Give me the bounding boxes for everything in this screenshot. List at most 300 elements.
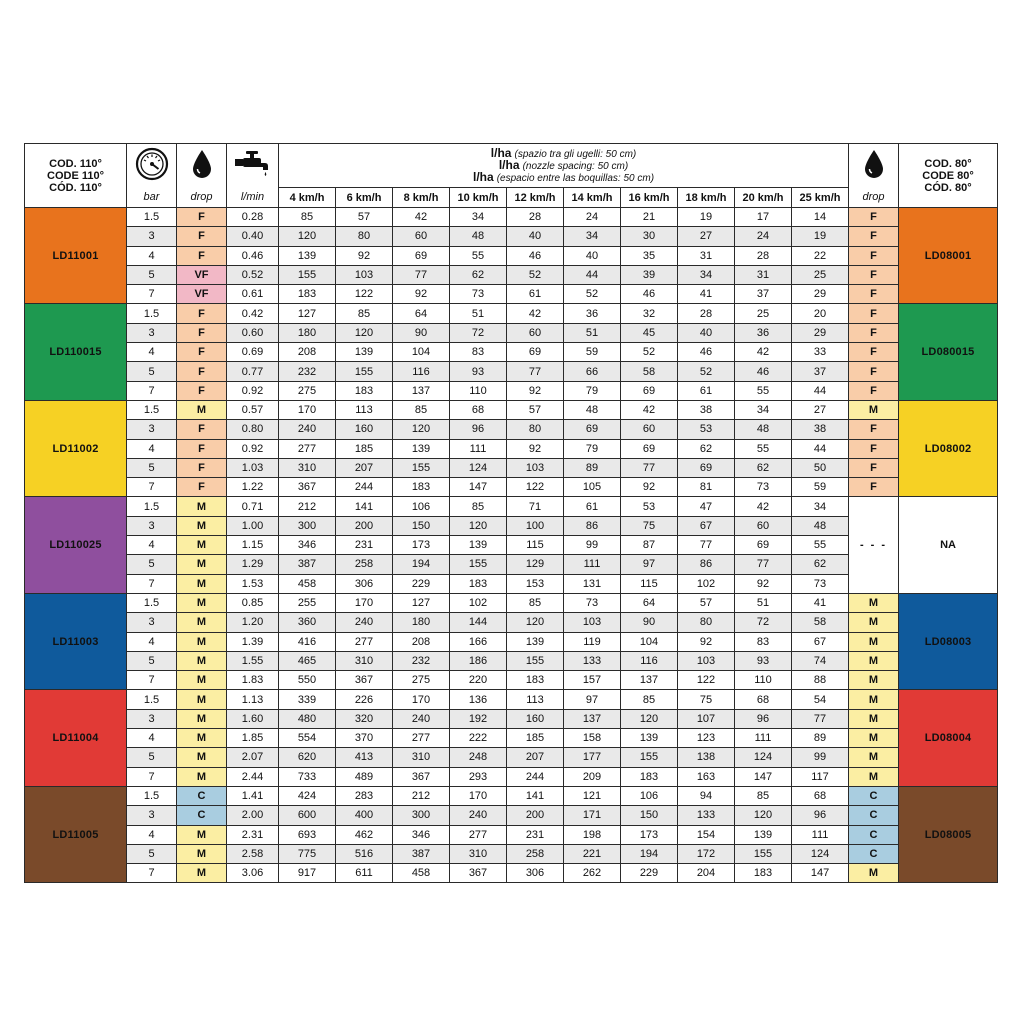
lha-value-cell: 136 bbox=[450, 690, 507, 709]
code-110-cell: LD11002 bbox=[25, 400, 127, 496]
code-80-cell: LD08004 bbox=[899, 690, 998, 786]
lha-value-cell: 55 bbox=[450, 246, 507, 265]
drop-size-80-cell: F bbox=[849, 343, 899, 362]
lha-value-cell: 42 bbox=[507, 304, 564, 323]
lha-value-cell: 367 bbox=[393, 767, 450, 786]
lha-value-cell: 220 bbox=[450, 671, 507, 690]
lha-value-cell: 81 bbox=[678, 478, 735, 497]
lha-value-cell: 232 bbox=[393, 651, 450, 670]
flow-lmin-cell: 1.00 bbox=[227, 516, 279, 535]
lha-value-cell: 693 bbox=[279, 825, 336, 844]
flow-lmin-cell: 1.60 bbox=[227, 709, 279, 728]
lha-value-cell: 110 bbox=[450, 381, 507, 400]
flow-lmin-cell: 1.20 bbox=[227, 613, 279, 632]
lha-value-cell: 367 bbox=[279, 478, 336, 497]
pressure-bar-cell: 1.5 bbox=[127, 208, 177, 227]
lha-value-cell: 115 bbox=[507, 536, 564, 555]
lha-value-cell: 92 bbox=[336, 246, 393, 265]
drop-size-80-cell: F bbox=[849, 285, 899, 304]
lha-value-cell: 60 bbox=[735, 516, 792, 535]
lha-value-cell: 346 bbox=[279, 536, 336, 555]
flow-lmin-cell: 0.85 bbox=[227, 593, 279, 612]
drop-size-cell: C bbox=[177, 806, 227, 825]
lha-value-cell: 58 bbox=[792, 613, 849, 632]
table-row bbox=[25, 632, 998, 651]
lha-value-cell: 29 bbox=[792, 323, 849, 342]
drop-size-80-cell: F bbox=[849, 246, 899, 265]
lha-value-cell: 172 bbox=[678, 844, 735, 863]
table-row bbox=[25, 265, 998, 284]
lha-value-cell: 310 bbox=[279, 458, 336, 477]
lha-note-en: (nozzle spacing: 50 cm) bbox=[522, 160, 629, 172]
table-row bbox=[25, 593, 998, 612]
lha-value-cell: 177 bbox=[564, 748, 621, 767]
pressure-gauge-icon bbox=[127, 144, 177, 188]
lha-value-cell: 93 bbox=[735, 651, 792, 670]
lha-value-cell: 194 bbox=[393, 555, 450, 574]
lha-value-cell: 170 bbox=[336, 593, 393, 612]
lha-value-cell: 61 bbox=[564, 497, 621, 516]
drop-size-80-cell: F bbox=[849, 227, 899, 246]
lha-value-cell: 131 bbox=[564, 574, 621, 593]
drop-size-cell: M bbox=[177, 729, 227, 748]
lha-value-cell: 20 bbox=[792, 304, 849, 323]
lha-value-cell: 85 bbox=[279, 208, 336, 227]
code-80-line-3: CÓD. 80° bbox=[924, 181, 972, 194]
code-110-line-1: COD. 110° bbox=[49, 157, 102, 170]
lha-value-cell: 183 bbox=[735, 864, 792, 883]
lha-value-cell: 147 bbox=[450, 478, 507, 497]
lha-value-cell: 79 bbox=[564, 439, 621, 458]
flow-lmin-cell: 2.31 bbox=[227, 825, 279, 844]
lha-value-cell: 24 bbox=[735, 227, 792, 246]
pressure-bar-cell: 1.5 bbox=[127, 497, 177, 516]
lha-value-cell: 155 bbox=[735, 844, 792, 863]
lha-value-cell: 77 bbox=[507, 362, 564, 381]
table-row bbox=[25, 767, 998, 786]
drop-size-80-cell: F bbox=[849, 323, 899, 342]
lha-value-cell: 122 bbox=[336, 285, 393, 304]
flow-lmin-cell: 0.92 bbox=[227, 381, 279, 400]
lha-value-cell: 194 bbox=[621, 844, 678, 863]
lha-value-cell: 208 bbox=[279, 343, 336, 362]
lha-value-cell: 24 bbox=[564, 208, 621, 227]
lha-value-cell: 58 bbox=[621, 362, 678, 381]
lha-value-cell: 55 bbox=[735, 381, 792, 400]
lha-value-cell: 155 bbox=[336, 362, 393, 381]
lha-note-it: (spazio tra gli ugelli: 50 cm) bbox=[514, 148, 637, 160]
lha-value-cell: 166 bbox=[450, 632, 507, 651]
lha-value-cell: 69 bbox=[735, 536, 792, 555]
lha-value-cell: 103 bbox=[336, 265, 393, 284]
lha-value-cell: 248 bbox=[450, 748, 507, 767]
lha-value-cell: 73 bbox=[450, 285, 507, 304]
lha-value-cell: 489 bbox=[336, 767, 393, 786]
drop-size-cell: F bbox=[177, 478, 227, 497]
lha-value-cell: 27 bbox=[792, 400, 849, 419]
lha-value-cell: 155 bbox=[279, 265, 336, 284]
drop-size-cell: F bbox=[177, 458, 227, 477]
lha-value-cell: 212 bbox=[393, 786, 450, 805]
lha-value-cell: 92 bbox=[393, 285, 450, 304]
speed-header: 6 km/h bbox=[336, 188, 393, 208]
lha-value-cell: 416 bbox=[279, 632, 336, 651]
lha-value-cell: 52 bbox=[507, 265, 564, 284]
lha-value-cell: 41 bbox=[678, 285, 735, 304]
lha-value-cell: 310 bbox=[393, 748, 450, 767]
drop-size-cell: F bbox=[177, 381, 227, 400]
lha-value-cell: 31 bbox=[735, 265, 792, 284]
lha-value-cell: 160 bbox=[507, 709, 564, 728]
lha-value-cell: 69 bbox=[507, 343, 564, 362]
drop-size-80-cell: C bbox=[849, 825, 899, 844]
lha-value-cell: 31 bbox=[678, 246, 735, 265]
lha-value-cell: 44 bbox=[792, 439, 849, 458]
lha-value-cell: 232 bbox=[279, 362, 336, 381]
lha-value-cell: 93 bbox=[450, 362, 507, 381]
lha-value-cell: 69 bbox=[393, 246, 450, 265]
lha-value-cell: 53 bbox=[678, 420, 735, 439]
code-110-cell: LD11005 bbox=[25, 786, 127, 882]
lha-value-cell: 28 bbox=[678, 304, 735, 323]
lha-value-cell: 107 bbox=[678, 709, 735, 728]
lha-value-cell: 77 bbox=[621, 458, 678, 477]
lha-value-cell: 113 bbox=[507, 690, 564, 709]
pressure-bar-cell: 4 bbox=[127, 439, 177, 458]
lha-value-cell: 73 bbox=[735, 478, 792, 497]
lha-value-cell: 139 bbox=[507, 632, 564, 651]
lha-value-cell: 200 bbox=[336, 516, 393, 535]
lha-unit-en: l/ha bbox=[498, 157, 520, 172]
drop-size-cell: M bbox=[177, 825, 227, 844]
lha-value-cell: 122 bbox=[678, 671, 735, 690]
bar-label: bar bbox=[127, 188, 177, 208]
pressure-bar-cell: 1.5 bbox=[127, 400, 177, 419]
lha-value-cell: 61 bbox=[507, 285, 564, 304]
lha-value-cell: 192 bbox=[450, 709, 507, 728]
pressure-bar-cell: 3 bbox=[127, 323, 177, 342]
drop-size-cell: F bbox=[177, 227, 227, 246]
lha-value-cell: 775 bbox=[279, 844, 336, 863]
pressure-bar-cell: 4 bbox=[127, 343, 177, 362]
lha-value-cell: 38 bbox=[678, 400, 735, 419]
lha-value-cell: 111 bbox=[792, 825, 849, 844]
flow-lmin-cell: 0.42 bbox=[227, 304, 279, 323]
na-dash-cell: - - - bbox=[849, 497, 899, 593]
lha-value-cell: 64 bbox=[621, 593, 678, 612]
flow-lmin-cell: 1.85 bbox=[227, 729, 279, 748]
lha-value-cell: 35 bbox=[621, 246, 678, 265]
lha-value-cell: 102 bbox=[678, 574, 735, 593]
lha-unit-es: l/ha bbox=[472, 169, 494, 184]
lha-value-cell: 69 bbox=[678, 458, 735, 477]
lha-value-cell: 116 bbox=[393, 362, 450, 381]
lha-value-cell: 86 bbox=[564, 516, 621, 535]
flow-lmin-cell: 0.71 bbox=[227, 497, 279, 516]
nozzle-flow-table bbox=[24, 143, 998, 883]
drop-size-80-cell: M bbox=[849, 767, 899, 786]
lha-value-cell: 124 bbox=[450, 458, 507, 477]
lha-value-cell: 137 bbox=[393, 381, 450, 400]
flow-lmin-cell: 0.61 bbox=[227, 285, 279, 304]
lha-value-cell: 92 bbox=[507, 439, 564, 458]
lha-value-cell: 40 bbox=[507, 227, 564, 246]
lha-value-cell: 34 bbox=[792, 497, 849, 516]
lha-value-cell: 55 bbox=[792, 536, 849, 555]
lha-value-cell: 97 bbox=[564, 690, 621, 709]
lha-value-cell: 92 bbox=[507, 381, 564, 400]
drop-size-80-cell: F bbox=[849, 304, 899, 323]
lha-value-cell: 183 bbox=[621, 767, 678, 786]
table-row bbox=[25, 343, 998, 362]
lha-value-cell: 111 bbox=[564, 555, 621, 574]
lha-value-cell: 47 bbox=[678, 497, 735, 516]
lha-value-cell: 147 bbox=[735, 767, 792, 786]
lha-value-cell: 208 bbox=[393, 632, 450, 651]
drop-size-cell: VF bbox=[177, 285, 227, 304]
lha-value-cell: 80 bbox=[507, 420, 564, 439]
lha-value-cell: 173 bbox=[393, 536, 450, 555]
pressure-bar-cell: 1.5 bbox=[127, 786, 177, 805]
lha-value-cell: 139 bbox=[279, 246, 336, 265]
lha-value-cell: 185 bbox=[507, 729, 564, 748]
lha-value-cell: 57 bbox=[507, 400, 564, 419]
lha-value-cell: 97 bbox=[621, 555, 678, 574]
lha-value-cell: 51 bbox=[564, 323, 621, 342]
lha-value-cell: 60 bbox=[621, 420, 678, 439]
lha-value-cell: 600 bbox=[279, 806, 336, 825]
drop-size-cell: M bbox=[177, 536, 227, 555]
lha-value-cell: 139 bbox=[336, 343, 393, 362]
lha-value-cell: 120 bbox=[735, 806, 792, 825]
lha-value-cell: 96 bbox=[792, 806, 849, 825]
lha-value-cell: 89 bbox=[792, 729, 849, 748]
drop-size-80-cell: M bbox=[849, 651, 899, 670]
lha-value-cell: 240 bbox=[279, 420, 336, 439]
lha-value-cell: 611 bbox=[336, 864, 393, 883]
lha-value-cell: 310 bbox=[336, 651, 393, 670]
lha-value-cell: 46 bbox=[735, 362, 792, 381]
lha-value-cell: 29 bbox=[792, 285, 849, 304]
lha-value-cell: 387 bbox=[393, 844, 450, 863]
drop-size-cell: VF bbox=[177, 265, 227, 284]
lha-value-cell: 141 bbox=[336, 497, 393, 516]
lha-value-cell: 155 bbox=[450, 555, 507, 574]
lha-value-cell: 52 bbox=[564, 285, 621, 304]
lha-value-cell: 52 bbox=[621, 343, 678, 362]
lha-value-cell: 25 bbox=[792, 265, 849, 284]
lha-value-cell: 68 bbox=[450, 400, 507, 419]
lha-value-cell: 387 bbox=[279, 555, 336, 574]
flow-lmin-cell: 1.13 bbox=[227, 690, 279, 709]
drop-size-cell: M bbox=[177, 574, 227, 593]
flow-lmin-cell: 1.22 bbox=[227, 478, 279, 497]
lha-value-cell: 60 bbox=[507, 323, 564, 342]
drop-size-cell: M bbox=[177, 748, 227, 767]
lha-value-cell: 25 bbox=[735, 304, 792, 323]
drop-size-80-cell: M bbox=[849, 632, 899, 651]
code-80-cell: LD08001 bbox=[899, 208, 998, 304]
table-row bbox=[25, 227, 998, 246]
drop-size-80-cell: F bbox=[849, 458, 899, 477]
lha-value-cell: 516 bbox=[336, 844, 393, 863]
table-row bbox=[25, 671, 998, 690]
lha-value-cell: 258 bbox=[507, 844, 564, 863]
lha-value-cell: 38 bbox=[792, 420, 849, 439]
code-80-line-2: CODE 80° bbox=[922, 169, 974, 182]
lha-value-cell: 150 bbox=[621, 806, 678, 825]
table-row bbox=[25, 709, 998, 728]
lha-value-cell: 300 bbox=[393, 806, 450, 825]
lha-value-cell: 28 bbox=[735, 246, 792, 265]
lha-value-cell: 465 bbox=[279, 651, 336, 670]
drop-size-cell: F bbox=[177, 362, 227, 381]
lha-value-cell: 400 bbox=[336, 806, 393, 825]
drop-size-cell: F bbox=[177, 304, 227, 323]
lha-value-cell: 370 bbox=[336, 729, 393, 748]
pressure-bar-cell: 7 bbox=[127, 574, 177, 593]
drop-size-80-cell: M bbox=[849, 748, 899, 767]
drop-size-cell: M bbox=[177, 690, 227, 709]
lha-value-cell: 85 bbox=[393, 400, 450, 419]
lha-value-cell: 22 bbox=[792, 246, 849, 265]
flow-lmin-cell: 2.58 bbox=[227, 844, 279, 863]
lha-value-cell: 550 bbox=[279, 671, 336, 690]
drop-size-cell: M bbox=[177, 844, 227, 863]
speed-header: 8 km/h bbox=[393, 188, 450, 208]
code-110-line-3: CÓD. 110° bbox=[49, 181, 102, 194]
drop-size-cell: M bbox=[177, 497, 227, 516]
lha-value-cell: 113 bbox=[336, 400, 393, 419]
drop-size-80-cell: C bbox=[849, 786, 899, 805]
lha-value-cell: 19 bbox=[792, 227, 849, 246]
lha-value-cell: 244 bbox=[336, 478, 393, 497]
lha-value-cell: 293 bbox=[450, 767, 507, 786]
lha-value-cell: 36 bbox=[564, 304, 621, 323]
lha-value-cell: 71 bbox=[507, 497, 564, 516]
lha-value-cell: 72 bbox=[735, 613, 792, 632]
lha-value-cell: 40 bbox=[564, 246, 621, 265]
drop-size-cell: C bbox=[177, 786, 227, 805]
lha-value-cell: 42 bbox=[621, 400, 678, 419]
code-110-cell: LD11003 bbox=[25, 593, 127, 689]
lha-value-cell: 54 bbox=[792, 690, 849, 709]
speed-header: 16 km/h bbox=[621, 188, 678, 208]
lha-value-cell: 28 bbox=[507, 208, 564, 227]
lha-value-cell: 122 bbox=[507, 478, 564, 497]
lha-value-cell: 733 bbox=[279, 767, 336, 786]
lha-value-cell: 62 bbox=[792, 555, 849, 574]
drop-size-80-cell: M bbox=[849, 400, 899, 419]
lha-value-cell: 51 bbox=[450, 304, 507, 323]
lha-value-cell: 34 bbox=[450, 208, 507, 227]
lha-value-cell: 180 bbox=[393, 613, 450, 632]
speed-header: 25 km/h bbox=[792, 188, 849, 208]
pressure-bar-cell: 4 bbox=[127, 729, 177, 748]
table-row bbox=[25, 748, 998, 767]
pressure-bar-cell: 1.5 bbox=[127, 304, 177, 323]
lha-value-cell: 102 bbox=[450, 593, 507, 612]
table-row bbox=[25, 478, 998, 497]
lha-value-cell: 87 bbox=[621, 536, 678, 555]
lha-value-cell: 53 bbox=[621, 497, 678, 516]
lha-value-cell: 204 bbox=[678, 864, 735, 883]
flow-lmin-cell: 1.39 bbox=[227, 632, 279, 651]
lha-value-cell: 104 bbox=[393, 343, 450, 362]
lha-value-cell: 51 bbox=[735, 593, 792, 612]
code-110-cell: LD11001 bbox=[25, 208, 127, 304]
drop-size-cell: M bbox=[177, 651, 227, 670]
flow-lmin-cell: 0.57 bbox=[227, 400, 279, 419]
drop-size-cell: F bbox=[177, 439, 227, 458]
lha-value-cell: 171 bbox=[564, 806, 621, 825]
code-80-header bbox=[899, 144, 998, 208]
lha-value-cell: 32 bbox=[621, 304, 678, 323]
drop-size-80-cell: M bbox=[849, 690, 899, 709]
lha-value-cell: 57 bbox=[336, 208, 393, 227]
flow-lmin-cell: 1.03 bbox=[227, 458, 279, 477]
lha-value-cell: 36 bbox=[735, 323, 792, 342]
lha-value-cell: 258 bbox=[336, 555, 393, 574]
table-row bbox=[25, 304, 998, 323]
lmin-label: l/min bbox=[227, 188, 279, 208]
lha-value-cell: 155 bbox=[507, 651, 564, 670]
lha-value-cell: 59 bbox=[792, 478, 849, 497]
drop-size-cell: M bbox=[177, 767, 227, 786]
pressure-bar-cell: 7 bbox=[127, 285, 177, 304]
drop-size-cell: M bbox=[177, 555, 227, 574]
lha-value-cell: 83 bbox=[450, 343, 507, 362]
table-row bbox=[25, 208, 998, 227]
table-row bbox=[25, 497, 998, 516]
pressure-bar-cell: 4 bbox=[127, 246, 177, 265]
lha-value-cell: 37 bbox=[735, 285, 792, 304]
lha-value-cell: 137 bbox=[564, 709, 621, 728]
drop-size-80-cell: M bbox=[849, 709, 899, 728]
lha-value-cell: 133 bbox=[564, 651, 621, 670]
code-80-cell: LD08003 bbox=[899, 593, 998, 689]
flow-lmin-cell: 1.29 bbox=[227, 555, 279, 574]
lha-value-cell: 48 bbox=[735, 420, 792, 439]
lha-value-cell: 138 bbox=[678, 748, 735, 767]
drop-size-80-cell: F bbox=[849, 208, 899, 227]
lha-value-cell: 183 bbox=[279, 285, 336, 304]
pressure-bar-cell: 7 bbox=[127, 381, 177, 400]
lha-value-cell: 277 bbox=[450, 825, 507, 844]
lha-value-cell: 462 bbox=[336, 825, 393, 844]
lha-value-cell: 170 bbox=[393, 690, 450, 709]
lha-value-cell: 77 bbox=[678, 536, 735, 555]
lha-value-cell: 229 bbox=[621, 864, 678, 883]
lha-value-cell: 40 bbox=[678, 323, 735, 342]
pressure-bar-cell: 3 bbox=[127, 420, 177, 439]
lha-value-cell: 46 bbox=[678, 343, 735, 362]
lha-value-cell: 127 bbox=[393, 593, 450, 612]
lha-value-cell: 155 bbox=[393, 458, 450, 477]
code-80-line-1: COD. 80° bbox=[924, 157, 972, 170]
lha-value-cell: 34 bbox=[564, 227, 621, 246]
drop-size-80-cell: M bbox=[849, 613, 899, 632]
drop-size-80-cell: F bbox=[849, 420, 899, 439]
speed-header: 12 km/h bbox=[507, 188, 564, 208]
lha-value-cell: 90 bbox=[621, 613, 678, 632]
lha-value-cell: 139 bbox=[735, 825, 792, 844]
lha-value-cell: 306 bbox=[507, 864, 564, 883]
lha-value-cell: 117 bbox=[792, 767, 849, 786]
lha-value-cell: 85 bbox=[336, 304, 393, 323]
drop-size-cell: M bbox=[177, 632, 227, 651]
table-row bbox=[25, 844, 998, 863]
